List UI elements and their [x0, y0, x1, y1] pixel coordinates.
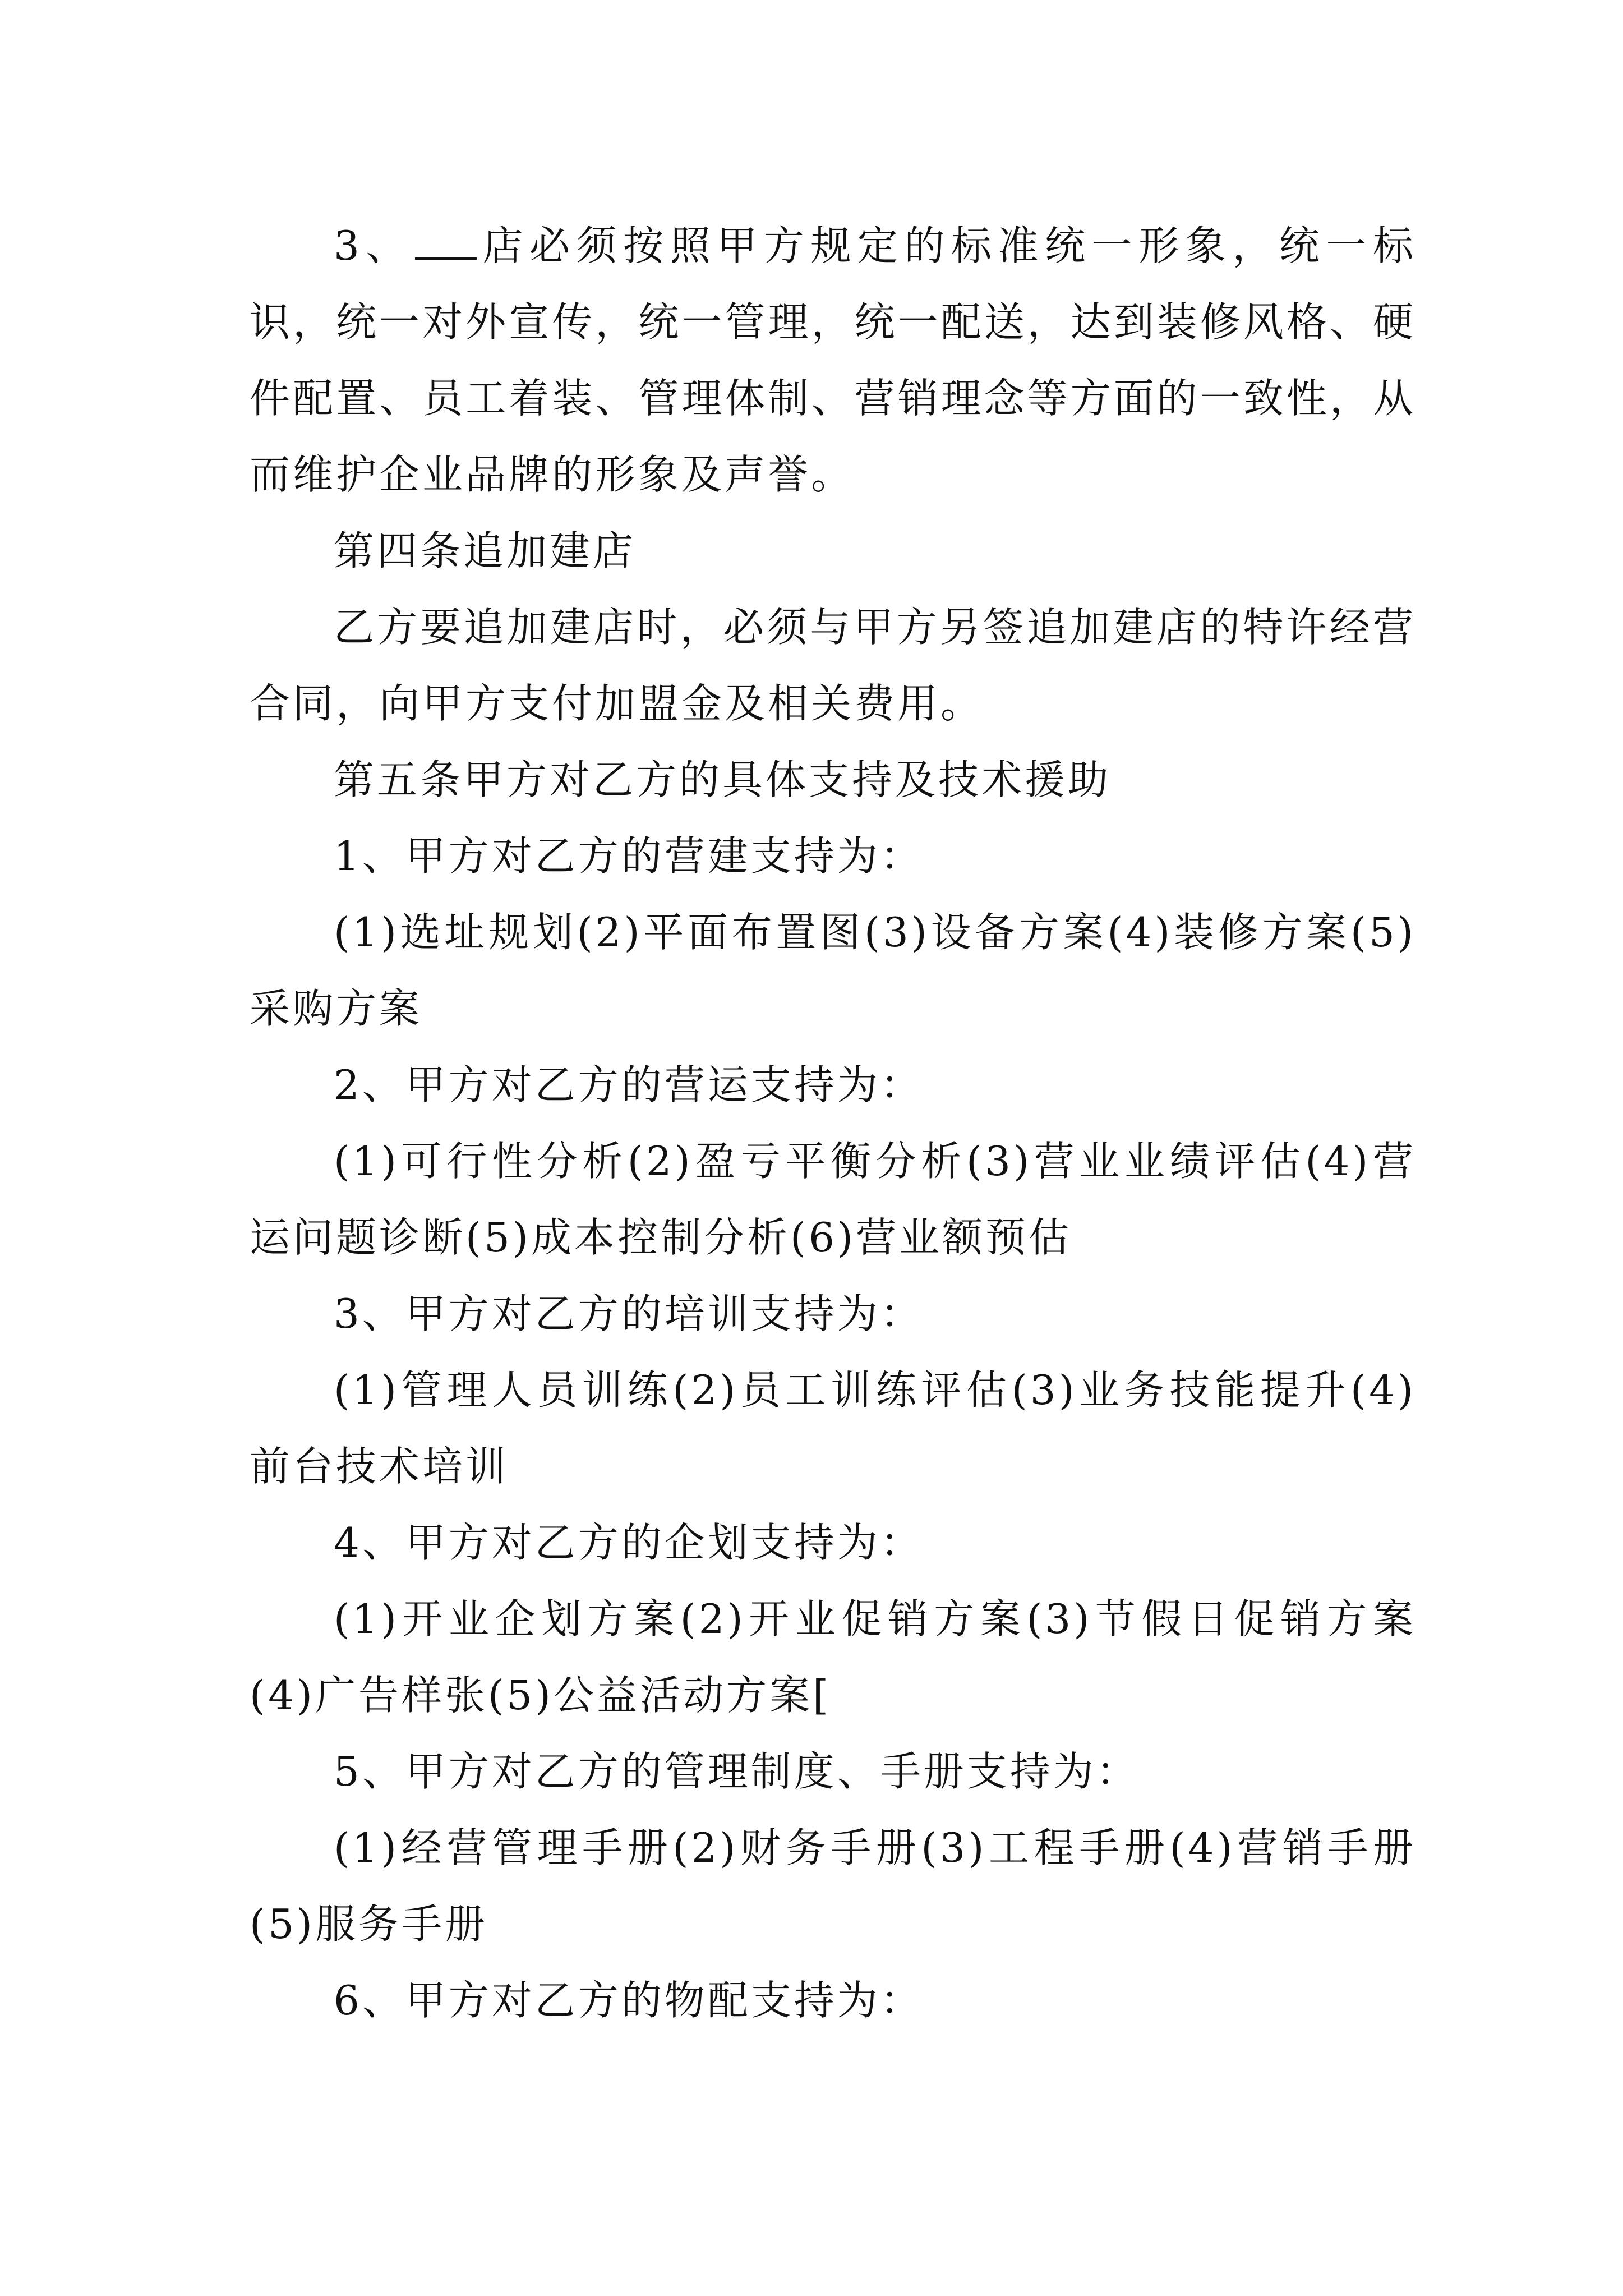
article-heading-4: 第四条追加建店	[334, 527, 637, 574]
support-item-2: 2、甲方对乙方的营运支持为：	[334, 1061, 924, 1108]
paragraph-additional-store: 乙方要追加建店时，必须与甲方另签追加建店的特许经营合同，向甲方支付加盟金及相关费用。	[250, 604, 1416, 727]
support-list-1: (1)选址规划(2)平面布置图(3)设备方案(4)装修方案(5)采购方案	[250, 909, 1416, 1032]
document-body	[250, 208, 1416, 2039]
fill-in-blank	[415, 220, 477, 260]
support-item-5: 5、甲方对乙方的管理制度、手册支持为：	[334, 1748, 1140, 1795]
support-item-6: 6、甲方对乙方的物配支持为：	[334, 1977, 924, 2024]
paragraph-text: 店必须按照甲方规定的标准统一形象，统一标识，统一对外宣传，统一管理，统一配送，达到装修风格、硬件配置、员工着装、管理体制、营销理念等方面的一致性，从而维护企业品牌的形象及声誉。	[250, 222, 1416, 498]
paragraph-clause-3	[250, 208, 1416, 513]
article-heading-5: 第五条甲方对乙方的具体支持及技术援助	[334, 756, 1112, 803]
support-item-3: 3、甲方对乙方的培训支持为：	[334, 1290, 924, 1337]
support-list-2: (1)可行性分析(2)盈亏平衡分析(3)营业业绩评估(4)营运问题诊断(5)成本控制分析(6)营业额预估	[250, 1138, 1416, 1261]
support-item-1: 1、甲方对乙方的营建支持为：	[334, 832, 924, 880]
clause-number: 3、	[334, 222, 413, 269]
support-item-4: 4、甲方对乙方的企划支持为：	[334, 1519, 924, 1566]
support-list-3: (1)管理人员训练(2)员工训练评估(3)业务技能提升(4)前台技术培训	[250, 1366, 1416, 1490]
support-list-4: (1)开业企划方案(2)开业促销方案(3)节假日促销方案(4)广告样张(5)公益活动方案[	[250, 1595, 1416, 1719]
support-list-5: (1)经营管理手册(2)财务手册(3)工程手册(4)营销手册(5)服务手册	[250, 1824, 1416, 1948]
